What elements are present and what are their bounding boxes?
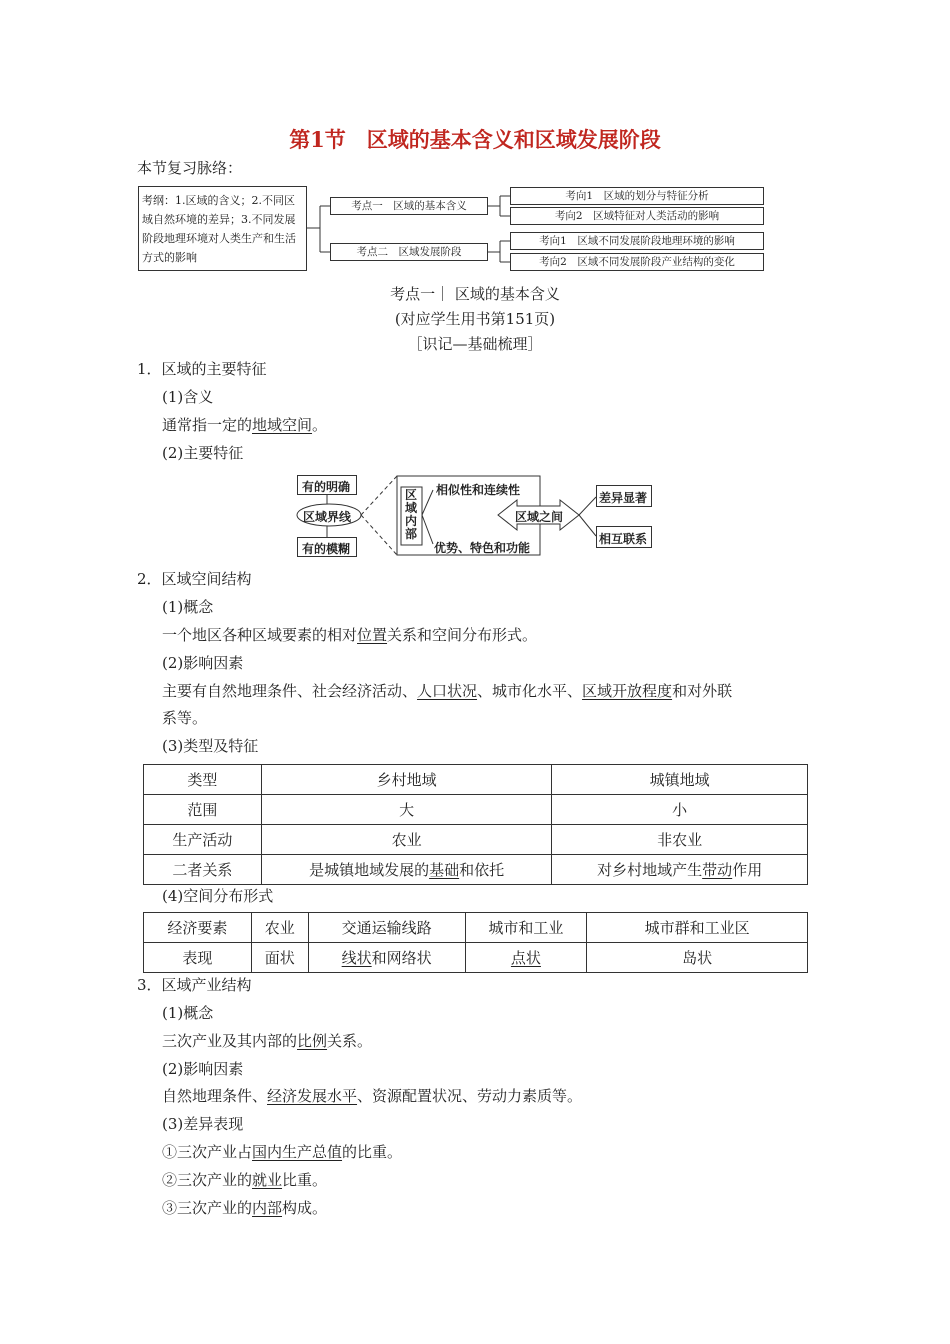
syllabus-box: 考纲：1.区域的含义；2.不同区域自然环境的差异；3.不同发展阶段地理环境对人类生产和生活方式的影响 — [138, 186, 307, 271]
table-row — [144, 943, 808, 973]
s1-text1: 通常指一定的地域空间。 — [162, 416, 328, 434]
table-cell: 线状和网络状 — [308, 943, 465, 973]
inside-label: 区域内部 — [405, 488, 418, 541]
s3-sub2: (2)影响因素 — [162, 1060, 244, 1078]
table-row — [144, 913, 808, 943]
point2-direction-2: 考向2 区域不同发展阶段产业结构的变化 — [510, 253, 764, 271]
section-reference: (对应学生用书第151页) — [394, 310, 556, 328]
table-cell: 农业 — [261, 825, 552, 855]
table-row — [144, 795, 808, 825]
table-cell: 表现 — [144, 943, 252, 973]
table-cell: 城市和工业 — [465, 913, 587, 943]
table-cell: 农业 — [251, 913, 308, 943]
s2-text2-cont: 系等。 — [162, 709, 208, 727]
s3-sub3: (3)差异表现 — [162, 1115, 244, 1133]
point1-direction-2: 考向2 区域特征对人类活动的影响 — [510, 207, 764, 225]
s2-sub1: (1)概念 — [162, 598, 214, 616]
clear-boundary-label: 有的明确 — [302, 480, 351, 494]
table-cell: 小 — [552, 795, 808, 825]
table-cell: 面状 — [251, 943, 308, 973]
table-cell: 非农业 — [552, 825, 808, 855]
s3-text2: 自然地理条件、经济发展水平、资源配置状况、劳动力素质等。 — [162, 1087, 583, 1105]
s2-sub3: (3)类型及特征 — [162, 737, 259, 755]
s2-sub4: (4)空间分布形式 — [162, 887, 274, 905]
s1-sub1: (1)含义 — [162, 388, 214, 406]
page-title: 第1节 区域的基本含义和区域发展阶段 — [289, 127, 661, 152]
s2-sub2: (2)影响因素 — [162, 654, 244, 672]
table-cell: 对乡村地域产生带动作用 — [552, 855, 808, 885]
s2-heading: 2．区域空间结构 — [137, 570, 252, 588]
fuzzy-boundary-label: 有的模糊 — [302, 542, 351, 556]
table-cell: 大 — [261, 795, 552, 825]
table-row — [144, 825, 808, 855]
section-heading: 考点一｜ 区域的基本含义 — [390, 285, 560, 303]
table-cell: 城镇地域 — [552, 765, 808, 795]
s3-item1: ①三次产业占国内生产总值的比重。 — [162, 1143, 403, 1161]
distribution-table — [143, 912, 808, 973]
table-cell: 生产活动 — [144, 825, 262, 855]
table-row — [144, 855, 808, 885]
point2-direction-1: 考向1 区域不同发展阶段地理环境的影响 — [510, 232, 764, 250]
table-cell: 范围 — [144, 795, 262, 825]
table-cell: 是城镇地域发展的基础和依托 — [261, 855, 552, 885]
feature-diagram-shapes — [0, 0, 950, 600]
table-cell: 城市群和工业区 — [587, 913, 808, 943]
point1-direction-1: 考向1 区域的划分与特征分析 — [510, 187, 764, 205]
table-cell: 二者关系 — [144, 855, 262, 885]
difference-label: 差异显著 — [599, 491, 648, 505]
point1-box: 考点一 区域的基本含义 — [330, 197, 488, 215]
s2-text2: 主要有自然地理条件、社会经济活动、人口状况、城市化水平、区域开放程度和对外联 — [162, 682, 733, 700]
s3-item3: ③三次产业的内部构成。 — [162, 1199, 328, 1217]
section-tag: ［识记—基础梳理］ — [407, 335, 543, 353]
advantage-label: 优势、特色和功能 — [434, 541, 531, 555]
review-label: 本节复习脉络： — [137, 159, 243, 177]
s1-sub2: (2)主要特征 — [162, 444, 244, 462]
table-cell: 点状 — [465, 943, 587, 973]
s3-item2: ②三次产业的就业比重。 — [162, 1171, 328, 1189]
similarity-label: 相似性和连续性 — [436, 483, 521, 497]
s1-heading: 1．区域的主要特征 — [137, 360, 267, 378]
link-label: 相互联系 — [599, 532, 648, 546]
table-cell: 类型 — [144, 765, 262, 795]
table-cell: 交通运输线路 — [308, 913, 465, 943]
table-cell: 乡村地域 — [261, 765, 552, 795]
s3-text1: 三次产业及其内部的比例关系。 — [162, 1032, 373, 1050]
point2-box: 考点二 区域发展阶段 — [330, 243, 488, 261]
between-label: 区域之间 — [515, 510, 564, 524]
s3-sub1: (1)概念 — [162, 1004, 214, 1022]
table-cell: 岛状 — [587, 943, 808, 973]
boundary-label: 区域界线 — [303, 510, 352, 524]
table-row — [144, 765, 808, 795]
s3-heading: 3．区域产业结构 — [137, 976, 252, 994]
s2-text1: 一个地区各种区域要素的相对位置关系和空间分布形式。 — [162, 626, 538, 644]
table-cell: 经济要素 — [144, 913, 252, 943]
region-type-table — [143, 764, 808, 885]
